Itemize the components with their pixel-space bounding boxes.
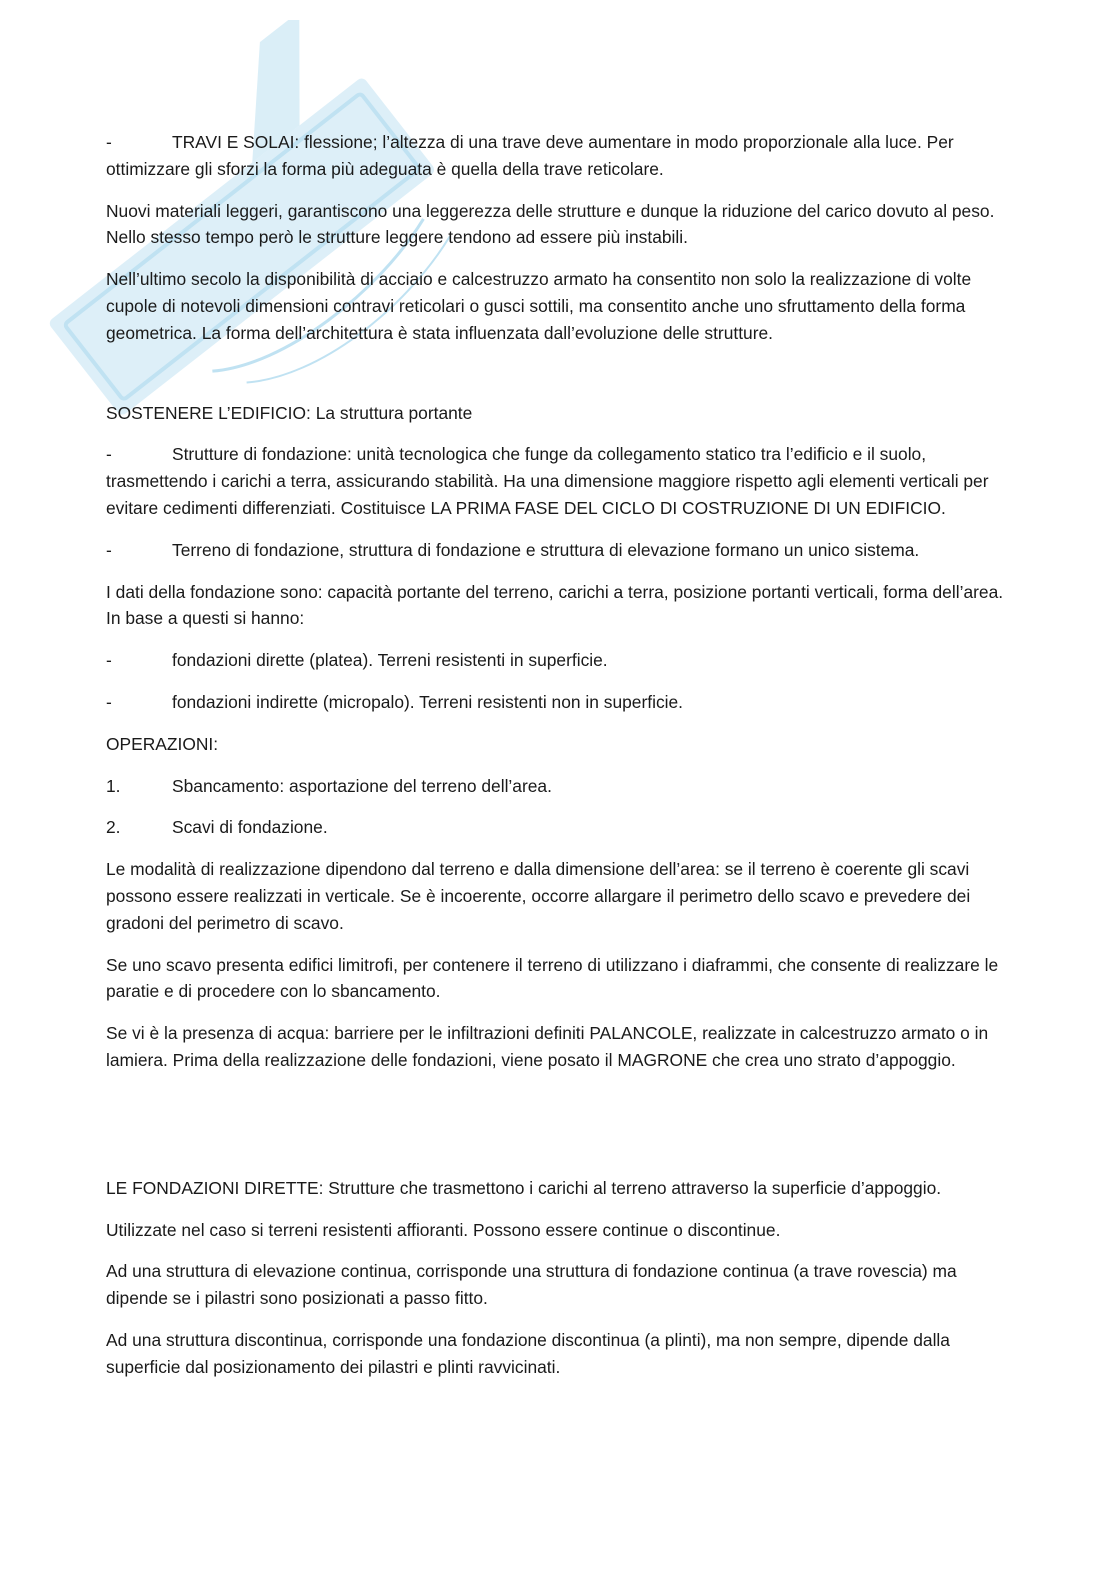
paragraph: I dati della fondazione sono: capacità portante del terreno, carichi a terra, posizione portanti verticali, forma dell’area. In base a questi si hanno: <box>106 581 1004 629</box>
document-body <box>106 129 1006 1396</box>
list-item <box>106 689 1006 716</box>
section-gap <box>106 1089 1006 1175</box>
list-marker: - <box>106 691 112 712</box>
paragraph: OPERAZIONI: <box>106 733 219 754</box>
list-item-text: Strutture di fondazione: unità tecnologica che funge da collegamento statico tra l’edificio e il suolo, trasmettendo i carichi a terra, assicurando stabilità. Ha una dimensione maggiore rispetto agli elementi verticali per evitare cedimenti differenziati. Costituisce LA PRIMA FASE DEL CICLO DI COSTRUZIONE DI UN EDIFICIO. <box>106 444 989 518</box>
list-item <box>106 537 1006 564</box>
list-marker: - <box>106 444 112 465</box>
section-gap <box>106 362 1006 400</box>
paragraph: Se uno scavo presenta edifici limitrofi, per contenere il terreno di utilizzano i diaframmi, che consente di realizzare le paratie e di procedere con lo sbancamento. <box>106 954 999 1002</box>
list-marker: - <box>106 132 112 152</box>
list-item <box>106 814 1006 841</box>
list-item-text: Scavi di fondazione. <box>172 817 328 838</box>
list-item-text: fondazioni dirette (platea). Terreni resistenti in superficie. <box>172 650 608 671</box>
paragraph: Ad una struttura di elevazione continua, corrisponde una struttura di fondazione continua (a trave rovescia) ma dipende se i pilastri sono posizionati a passo fitto. <box>106 1261 957 1309</box>
list-item <box>106 129 1006 183</box>
list-marker: - <box>106 539 112 560</box>
list-marker: 2. <box>106 817 121 838</box>
list-item <box>106 647 1006 674</box>
list-item-text: fondazioni indirette (micropalo). Terreni resistenti non in superficie. <box>172 691 684 712</box>
list-marker: - <box>106 650 112 671</box>
paragraph: LE FONDAZIONI DIRETTE: Strutture che trasmettono i carichi al terreno attraverso la superficie d’appoggio. <box>106 1177 942 1198</box>
paragraph: Le modalità di realizzazione dipendono dal terreno e dalla dimensione dell’area: se il terreno è coerente gli scavi possono essere realizzati in verticale. Se è incoerente, occorre allargare il perimetro dello scavo e prevedere dei gradoni del perimetro di scavo. <box>106 859 971 933</box>
paragraph: SOSTENERE L’EDIFICIO: La struttura portante <box>106 402 473 423</box>
list-item <box>106 441 1006 521</box>
list-item-text: Sbancamento: asportazione del terreno dell’area. <box>172 775 552 796</box>
paragraph: Nell’ultimo secolo la disponibilità di acciaio e calcestruzzo armato ha consentito non solo la realizzazione di volte cupole di notevoli dimensioni contravi reticolari o gusci sottili, ma consentito anche uno sfruttamento della forma geometrica. La forma dell’architettura è stata influenzata dall’evoluzione delle strutture. <box>106 269 972 343</box>
list-marker: 1. <box>106 775 121 796</box>
list-item <box>106 773 1006 800</box>
list-item-text: Terreno di fondazione, struttura di fondazione e struttura di elevazione formano un unico sistema. <box>172 539 920 560</box>
paragraph: Nuovi materiali leggeri, garantiscono una leggerezza delle strutture e dunque la riduzione del carico dovuto al peso. Nello stesso tempo però le strutture leggere tendono ad essere più instabili. <box>106 200 995 248</box>
paragraph: Ad una struttura discontinua, corrisponde una fondazione discontinua (a plinti), ma non sempre, dipende dalla superficie dal posizionamento dei pilastri e plinti ravvicinati. <box>106 1329 950 1377</box>
list-item-text: TRAVI E SOLAI: flessione; l’altezza di una trave deve aumentare in modo proporzionale alla luce. Per ottimizzare gli sforzi la forma più adeguata è quella della trave reticolare. <box>106 132 954 179</box>
paragraph: Se vi è la presenza di acqua: barriere per le infiltrazioni definiti PALANCOLE, realizzate in calcestruzzo armato o in lamiera. Prima della realizzazione delle fondazioni, viene posato il MAGRONE che crea uno strato d’appoggio. <box>106 1023 989 1070</box>
paragraph: Utilizzate nel caso si terreni resistenti affioranti. Possono essere continue o discontinue. <box>106 1219 781 1240</box>
